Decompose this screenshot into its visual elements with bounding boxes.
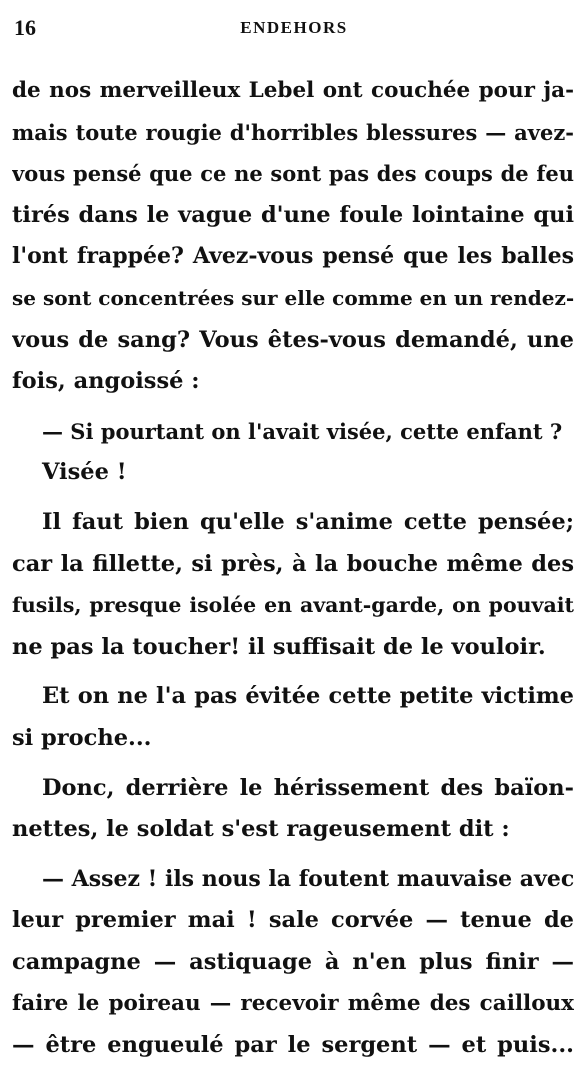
text-line: nettes, le soldat s'est rageusement dit : bbox=[12, 816, 510, 843]
text-line: Visée ! bbox=[42, 459, 127, 486]
text-line: — Assez ! ils nous la foutent mauvaise avec bbox=[42, 865, 574, 892]
text-line: de nos merveilleux Lebel ont couchée pour ja- bbox=[12, 78, 574, 103]
text-line: campagne — astiquage à n'en plus finir — bbox=[12, 948, 574, 975]
paragraph bbox=[12, 859, 574, 1067]
text-line: l'ont frappée? Avez-vous pensé que les balles bbox=[12, 243, 574, 270]
paragraph-gap bbox=[12, 494, 574, 502]
text-line: ne pas la toucher! il suffisait de le vouloir. bbox=[12, 633, 546, 660]
text-line: fusils, presque isolée en avant-garde, on pouvait bbox=[12, 593, 574, 618]
paragraph bbox=[12, 768, 574, 851]
text-line: mais toute rougie d'horribles blessures — avez- bbox=[12, 119, 574, 145]
text-line: faire le poireau — recevoir même des cailloux bbox=[12, 991, 574, 1017]
paragraph-gap bbox=[12, 851, 574, 859]
paragraph bbox=[12, 70, 574, 403]
text-line: Il faut bien qu'elle s'anime cette pensée; bbox=[42, 508, 574, 535]
running-title: ENDEHORS bbox=[240, 18, 348, 37]
text-line: — Si pourtant on l'avait visée, cette enfant ? bbox=[42, 418, 563, 444]
text-line: vous pensé que ce ne sont pas des coups de feu bbox=[12, 161, 574, 187]
text-line: vous de sang? Vous êtes-vous demandé, une bbox=[12, 326, 574, 353]
paragraph bbox=[12, 452, 574, 494]
running-head bbox=[14, 14, 574, 42]
page-number: 16 bbox=[14, 15, 36, 40]
text-line: — être engueulé par le sergent — et puis... bbox=[12, 1032, 574, 1059]
paragraph-gap bbox=[12, 403, 574, 411]
paragraph bbox=[12, 411, 574, 453]
text-line: car la fillette, si près, à la bouche même des bbox=[12, 550, 574, 577]
paragraph-gap bbox=[12, 668, 574, 676]
paragraph bbox=[12, 676, 574, 759]
text-line: leur premier mai ! sale corvée — tenue de bbox=[12, 907, 574, 934]
text-line: si proche... bbox=[12, 724, 152, 751]
text-line: fois, angoissé : bbox=[12, 368, 200, 395]
text-line: Et on ne l'a pas évitée cette petite victime bbox=[42, 683, 574, 710]
text-line: Donc, derrière le hérissement des baïon- bbox=[42, 774, 574, 801]
body-text bbox=[12, 70, 574, 1067]
paragraph bbox=[12, 502, 574, 668]
paragraph-gap bbox=[12, 760, 574, 768]
text-line: se sont concentrées sur elle comme en un rendez- bbox=[12, 285, 574, 310]
text-line: tirés dans le vague d'une foule lointaine qui bbox=[12, 201, 574, 228]
